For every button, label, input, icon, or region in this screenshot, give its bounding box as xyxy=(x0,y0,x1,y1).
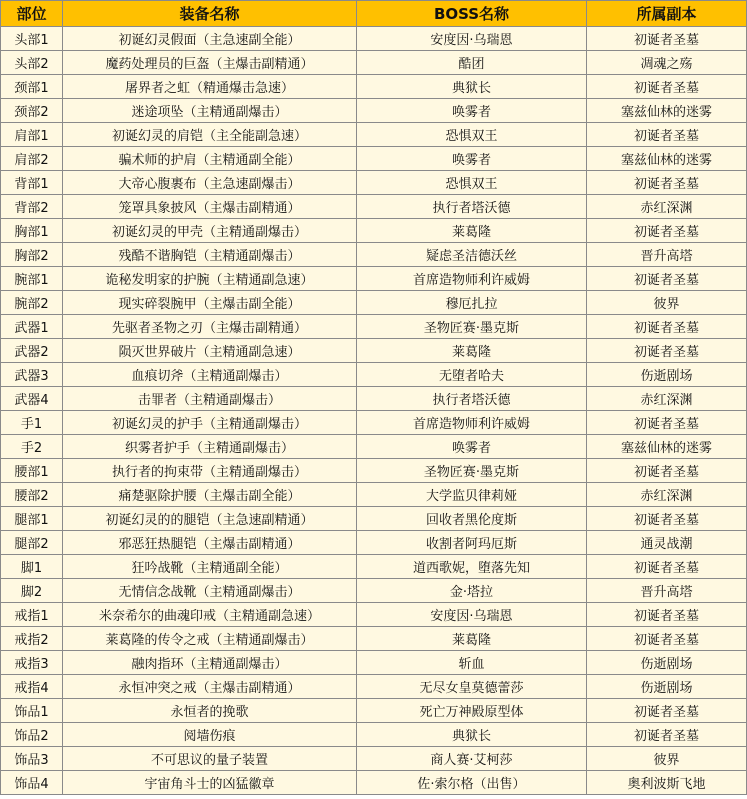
cell-dungeon: 赤红深渊 xyxy=(587,387,747,411)
cell-slot: 胸部2 xyxy=(1,243,63,267)
cell-dungeon: 初诞者圣墓 xyxy=(587,411,747,435)
table-row xyxy=(1,675,747,699)
cell-slot: 饰品3 xyxy=(1,747,63,771)
table-row xyxy=(1,171,747,195)
table-row xyxy=(1,27,747,51)
cell-boss-name: 唤雾者 xyxy=(357,99,587,123)
cell-item-name: 陨灭世界破片（主精通副急速） xyxy=(63,339,357,363)
table-row xyxy=(1,363,747,387)
cell-boss-name: 收割者阿玛厄斯 xyxy=(357,531,587,555)
cell-slot: 戒指4 xyxy=(1,675,63,699)
cell-item-name: 莱葛隆的传令之戒（主精通副爆击） xyxy=(63,627,357,651)
cell-boss-name: 唤雾者 xyxy=(357,435,587,459)
cell-item-name: 骗术师的护肩（主精通副全能） xyxy=(63,147,357,171)
table-row xyxy=(1,579,747,603)
cell-dungeon: 晋升高塔 xyxy=(587,579,747,603)
cell-boss-name: 商人赛·艾柯莎 xyxy=(357,747,587,771)
cell-dungeon: 通灵战潮 xyxy=(587,531,747,555)
cell-slot: 胸部1 xyxy=(1,219,63,243)
cell-dungeon: 初诞者圣墓 xyxy=(587,723,747,747)
cell-boss-name: 斩血 xyxy=(357,651,587,675)
header-dungeon: 所属副本 xyxy=(587,1,747,27)
cell-dungeon: 初诞者圣墓 xyxy=(587,507,747,531)
table-row xyxy=(1,723,747,747)
cell-dungeon: 凋魂之殇 xyxy=(587,51,747,75)
cell-dungeon: 初诞者圣墓 xyxy=(587,27,747,51)
cell-slot: 武器1 xyxy=(1,315,63,339)
cell-dungeon: 初诞者圣墓 xyxy=(587,339,747,363)
cell-item-name: 击罪者（主精通副爆击） xyxy=(63,387,357,411)
cell-item-name: 迷途项坠（主精通副爆击） xyxy=(63,99,357,123)
cell-dungeon: 赤红深渊 xyxy=(587,483,747,507)
header-slot: 部位 xyxy=(1,1,63,27)
cell-item-name: 融肉指环（主精通副爆击） xyxy=(63,651,357,675)
cell-dungeon: 初诞者圣墓 xyxy=(587,315,747,339)
cell-dungeon: 初诞者圣墓 xyxy=(587,75,747,99)
cell-slot: 脚2 xyxy=(1,579,63,603)
cell-boss-name: 安度因·乌瑞恩 xyxy=(357,27,587,51)
table-row xyxy=(1,75,747,99)
table-row xyxy=(1,459,747,483)
cell-dungeon: 初诞者圣墓 xyxy=(587,555,747,579)
header-item-name: 装备名称 xyxy=(63,1,357,27)
cell-boss-name: 恐惧双王 xyxy=(357,171,587,195)
table-row xyxy=(1,315,747,339)
cell-item-name: 狂吟战靴（主精通副全能） xyxy=(63,555,357,579)
cell-slot: 戒指3 xyxy=(1,651,63,675)
table-row xyxy=(1,531,747,555)
table-row xyxy=(1,627,747,651)
cell-boss-name: 穆厄扎拉 xyxy=(357,291,587,315)
cell-slot: 腕部1 xyxy=(1,267,63,291)
cell-slot: 背部2 xyxy=(1,195,63,219)
cell-boss-name: 首席造物师利许威姆 xyxy=(357,411,587,435)
cell-slot: 肩部1 xyxy=(1,123,63,147)
cell-boss-name: 死亡万神殿原型体 xyxy=(357,699,587,723)
cell-boss-name: 道西歌妮，堕落先知 xyxy=(357,555,587,579)
cell-item-name: 执行者的拘束带（主精通副爆击） xyxy=(63,459,357,483)
cell-item-name: 残酷不谐胸铠（主精通副爆击） xyxy=(63,243,357,267)
table-row xyxy=(1,339,747,363)
cell-item-name: 血痕切斧（主精通副爆击） xyxy=(63,363,357,387)
cell-item-name: 初诞幻灵假面（主急速副全能） xyxy=(63,27,357,51)
cell-slot: 腕部2 xyxy=(1,291,63,315)
cell-dungeon: 彼界 xyxy=(587,747,747,771)
cell-slot: 腿部2 xyxy=(1,531,63,555)
cell-dungeon: 初诞者圣墓 xyxy=(587,219,747,243)
cell-boss-name: 金·塔拉 xyxy=(357,579,587,603)
cell-dungeon: 初诞者圣墓 xyxy=(587,267,747,291)
cell-dungeon: 赤红深渊 xyxy=(587,195,747,219)
table-row xyxy=(1,411,747,435)
cell-slot: 颈部1 xyxy=(1,75,63,99)
cell-item-name: 笼罩具象披风（主爆击副精通） xyxy=(63,195,357,219)
cell-boss-name: 无堕者哈夫 xyxy=(357,363,587,387)
table-row xyxy=(1,195,747,219)
cell-boss-name: 大学监贝律莉娅 xyxy=(357,483,587,507)
cell-dungeon: 伤逝剧场 xyxy=(587,675,747,699)
cell-slot: 手2 xyxy=(1,435,63,459)
cell-boss-name: 典狱长 xyxy=(357,75,587,99)
cell-boss-name: 恐惧双王 xyxy=(357,123,587,147)
cell-item-name: 宇宙角斗士的凶猛徽章 xyxy=(63,771,357,795)
cell-slot: 饰品4 xyxy=(1,771,63,795)
cell-boss-name: 执行者塔沃德 xyxy=(357,195,587,219)
table-row xyxy=(1,99,747,123)
cell-item-name: 初诞幻灵的肩铠（主全能副急速） xyxy=(63,123,357,147)
cell-dungeon: 初诞者圣墓 xyxy=(587,123,747,147)
cell-item-name: 不可思议的量子装置 xyxy=(63,747,357,771)
cell-dungeon: 初诞者圣墓 xyxy=(587,627,747,651)
cell-boss-name: 无尽女皇莫德蕾莎 xyxy=(357,675,587,699)
table-row xyxy=(1,219,747,243)
table-row xyxy=(1,483,747,507)
cell-item-name: 米奈希尔的曲魂印戒（主精通副急速） xyxy=(63,603,357,627)
cell-slot: 武器2 xyxy=(1,339,63,363)
table-row xyxy=(1,507,747,531)
table-row xyxy=(1,699,747,723)
cell-item-name: 永恒者的挽歌 xyxy=(63,699,357,723)
cell-slot: 腰部2 xyxy=(1,483,63,507)
cell-item-name: 初诞幻灵的甲壳（主精通副爆击） xyxy=(63,219,357,243)
cell-slot: 颈部2 xyxy=(1,99,63,123)
cell-boss-name: 首席造物师利许威姆 xyxy=(357,267,587,291)
cell-slot: 头部2 xyxy=(1,51,63,75)
cell-boss-name: 典狱长 xyxy=(357,723,587,747)
table-row xyxy=(1,291,747,315)
cell-boss-name: 回收者黑伦度斯 xyxy=(357,507,587,531)
cell-boss-name: 莱葛隆 xyxy=(357,627,587,651)
cell-dungeon: 塞兹仙林的迷雾 xyxy=(587,99,747,123)
table-row xyxy=(1,123,747,147)
cell-item-name: 永恒冲突之戒（主爆击副精通） xyxy=(63,675,357,699)
cell-slot: 武器3 xyxy=(1,363,63,387)
cell-boss-name: 酷团 xyxy=(357,51,587,75)
cell-item-name: 邪恶狂热腿铠（主爆击副精通） xyxy=(63,531,357,555)
cell-item-name: 屠界者之虹（精通爆击急速） xyxy=(63,75,357,99)
cell-boss-name: 疑虑圣洁德沃丝 xyxy=(357,243,587,267)
cell-slot: 肩部2 xyxy=(1,147,63,171)
cell-item-name: 无情信念战靴（主精通副爆击） xyxy=(63,579,357,603)
cell-slot: 脚1 xyxy=(1,555,63,579)
table-row xyxy=(1,771,747,795)
cell-item-name: 魔药处理员的巨盔（主爆击副精通） xyxy=(63,51,357,75)
cell-dungeon: 伤逝剧场 xyxy=(587,651,747,675)
table-row xyxy=(1,51,747,75)
cell-dungeon: 初诞者圣墓 xyxy=(587,171,747,195)
cell-slot: 腰部1 xyxy=(1,459,63,483)
cell-boss-name: 唤雾者 xyxy=(357,147,587,171)
table-row xyxy=(1,747,747,771)
cell-boss-name: 佐·索尔格（出售） xyxy=(357,771,587,795)
table-row xyxy=(1,243,747,267)
cell-dungeon: 初诞者圣墓 xyxy=(587,603,747,627)
cell-dungeon: 晋升高塔 xyxy=(587,243,747,267)
table-body xyxy=(1,27,747,795)
cell-item-name: 先驱者圣物之刃（主爆击副精通） xyxy=(63,315,357,339)
cell-slot: 戒指2 xyxy=(1,627,63,651)
cell-item-name: 初诞幻灵的的腿铠（主急速副精通） xyxy=(63,507,357,531)
table-row xyxy=(1,387,747,411)
table-row xyxy=(1,267,747,291)
cell-dungeon: 初诞者圣墓 xyxy=(587,459,747,483)
cell-item-name: 大帝心腹裹布（主急速副爆击） xyxy=(63,171,357,195)
cell-slot: 饰品1 xyxy=(1,699,63,723)
cell-dungeon: 彼界 xyxy=(587,291,747,315)
cell-item-name: 诡秘发明家的护腕（主精通副急速） xyxy=(63,267,357,291)
cell-item-name: 痛楚驱除护腰（主爆击副全能） xyxy=(63,483,357,507)
cell-boss-name: 莱葛隆 xyxy=(357,339,587,363)
cell-boss-name: 圣物匠赛·墨克斯 xyxy=(357,315,587,339)
cell-dungeon: 初诞者圣墓 xyxy=(587,699,747,723)
cell-boss-name: 圣物匠赛·墨克斯 xyxy=(357,459,587,483)
cell-dungeon: 塞兹仙林的迷雾 xyxy=(587,147,747,171)
cell-item-name: 阅墙伤痕 xyxy=(63,723,357,747)
cell-item-name: 织雾者护手（主精通副爆击） xyxy=(63,435,357,459)
cell-item-name: 现实碎裂腕甲（主爆击副全能） xyxy=(63,291,357,315)
cell-item-name: 初诞幻灵的护手（主精通副爆击） xyxy=(63,411,357,435)
cell-slot: 武器4 xyxy=(1,387,63,411)
table-row xyxy=(1,651,747,675)
cell-dungeon: 奥利波斯飞地 xyxy=(587,771,747,795)
table-row xyxy=(1,555,747,579)
table-row xyxy=(1,603,747,627)
table-row xyxy=(1,147,747,171)
cell-boss-name: 莱葛隆 xyxy=(357,219,587,243)
header-boss-name: BOSS名称 xyxy=(357,1,587,27)
cell-slot: 腿部1 xyxy=(1,507,63,531)
table-row xyxy=(1,435,747,459)
cell-slot: 手1 xyxy=(1,411,63,435)
header-row xyxy=(1,1,747,27)
cell-slot: 饰品2 xyxy=(1,723,63,747)
cell-slot: 背部1 xyxy=(1,171,63,195)
cell-slot: 头部1 xyxy=(1,27,63,51)
cell-dungeon: 伤逝剧场 xyxy=(587,363,747,387)
cell-boss-name: 安度因·乌瑞恩 xyxy=(357,603,587,627)
cell-slot: 戒指1 xyxy=(1,603,63,627)
cell-boss-name: 执行者塔沃德 xyxy=(357,387,587,411)
cell-dungeon: 塞兹仙林的迷雾 xyxy=(587,435,747,459)
